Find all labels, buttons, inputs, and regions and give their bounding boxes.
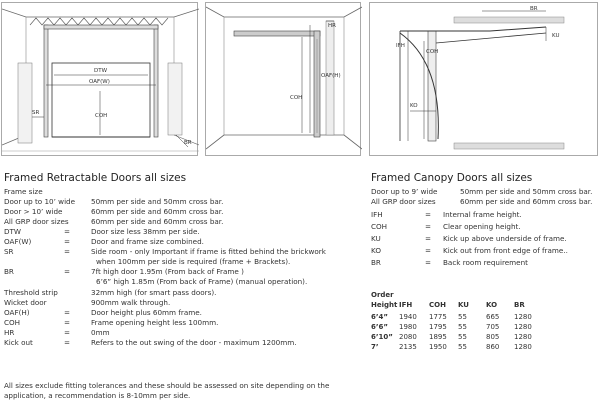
- side-section-diagram: [205, 2, 361, 156]
- order-caption: Order: [371, 291, 394, 299]
- fitting-tolerance-note: All sizes exclude fitting tolerances and these should be assessed on site depending on the application, a recommendation is 8-10mm per side.: [4, 381, 330, 400]
- canopy-coh-label: COH: [426, 49, 439, 55]
- table-row: 7’ 2135 1950 55 860 1280: [371, 343, 532, 351]
- br-label: BR: [184, 140, 192, 146]
- canopy-title: Framed Canopy Doors all sizes: [371, 172, 533, 184]
- oafw-label: OAF(W): [89, 79, 110, 85]
- canopy-br-label: BR: [530, 6, 538, 12]
- hr-label: HR: [328, 23, 336, 29]
- coh-label: COH: [95, 113, 108, 119]
- sr-label: SR: [32, 110, 40, 116]
- front-elevation-diagram: [1, 2, 198, 156]
- oafh-label: OAF(H): [321, 73, 341, 79]
- side-coh-label: COH: [290, 95, 303, 101]
- retractable-title: Framed Retractable Doors all sizes: [4, 172, 187, 184]
- table-row: 6’6” 1980 1795 55 705 1280: [371, 323, 532, 331]
- canopy-section-diagram: [369, 2, 598, 156]
- ko-label: KO: [410, 103, 418, 109]
- table-row: 6’10” 2080 1895 55 805 1280: [371, 333, 532, 341]
- dtw-label: DTW: [94, 68, 108, 74]
- ku-label: KU: [552, 33, 560, 39]
- order-header-row: Height IFH COH KU KO BR: [371, 301, 525, 309]
- table-row: 6’4” 1940 1775 55 665 1280: [371, 313, 532, 321]
- ifh-label: IFH: [396, 43, 405, 49]
- frame-size-heading: Frame size: [4, 187, 43, 196]
